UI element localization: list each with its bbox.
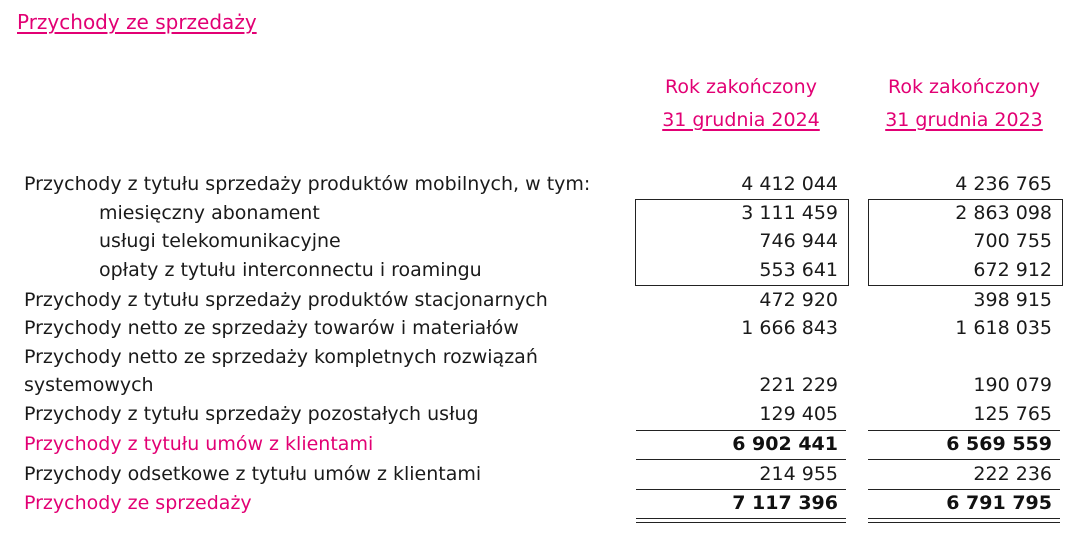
value-2024: 472 920 (759, 289, 838, 311)
value-2023: 1 618 035 (955, 317, 1052, 339)
value-2024: 4 412 044 (741, 173, 838, 195)
row-label: Przychody z tytułu sprzedaży produktów mobilnych, w tym: (24, 173, 591, 195)
column-header-2023 (854, 71, 1074, 137)
table-row (0, 371, 1084, 400)
value-2024: 221 229 (759, 374, 838, 396)
total-row (0, 489, 1084, 518)
column-header-2024 (631, 71, 851, 137)
subtotal-row (0, 430, 1084, 459)
row-label: Przychody z tytułu sprzedaży pozostałych usług (24, 403, 479, 425)
value-2024: 746 944 (759, 230, 838, 252)
table-row (0, 343, 1084, 372)
row-label: Przychody netto ze sprzedaży kompletnych rozwiązań (24, 346, 538, 368)
table-row (0, 286, 1084, 315)
table-row (0, 227, 1084, 256)
value-2023: 4 236 765 (955, 173, 1052, 195)
column-header-2023-line1: Rok zakończony (888, 76, 1040, 98)
value-2023: 700 755 (973, 230, 1052, 252)
value-2024: 6 902 441 (732, 433, 838, 455)
row-label: Przychody z tytułu umów z klientami (24, 433, 374, 455)
row-label: Przychody ze sprzedaży (24, 492, 252, 514)
value-2024: 214 955 (759, 463, 838, 485)
value-2023: 222 236 (973, 463, 1052, 485)
table-row (0, 400, 1084, 429)
table-row (0, 460, 1084, 489)
table-row (0, 170, 1084, 199)
row-label: Przychody z tytułu sprzedaży produktów stacjonarnych (24, 289, 548, 311)
value-2024: 3 111 459 (741, 202, 838, 224)
value-2023: 190 079 (973, 374, 1052, 396)
table-row (0, 199, 1084, 228)
total-double-underline-2023 (868, 518, 1060, 523)
row-label: miesięczny abonament (99, 202, 320, 224)
row-label: systemowych (24, 374, 154, 396)
column-header-2024-line2: 31 grudnia 2024 (662, 109, 820, 131)
row-label: Przychody netto ze sprzedaży towarów i materiałów (24, 317, 519, 339)
total-double-underline-2024 (636, 518, 846, 523)
table-row (0, 256, 1084, 285)
value-2023: 2 863 098 (955, 202, 1052, 224)
table-row (0, 314, 1084, 343)
row-label: Przychody odsetkowe z tytułu umów z klientami (24, 463, 482, 485)
value-2023: 672 912 (973, 259, 1052, 281)
value-2023: 125 765 (973, 403, 1052, 425)
value-2024: 7 117 396 (732, 492, 838, 514)
value-2023: 6 569 559 (946, 433, 1052, 455)
row-label: usługi telekomunikacyjne (99, 230, 341, 252)
value-2024: 1 666 843 (741, 317, 838, 339)
value-2023: 398 915 (973, 289, 1052, 311)
row-label: opłaty z tytułu interconnectu i roamingu (99, 259, 482, 281)
value-2024: 129 405 (759, 403, 838, 425)
column-header-2024-line1: Rok zakończony (665, 76, 817, 98)
value-2023: 6 791 795 (946, 492, 1052, 514)
page-title: Przychody ze sprzedaży (17, 10, 257, 34)
column-header-2023-line2: 31 grudnia 2023 (885, 109, 1043, 131)
value-2024: 553 641 (759, 259, 838, 281)
